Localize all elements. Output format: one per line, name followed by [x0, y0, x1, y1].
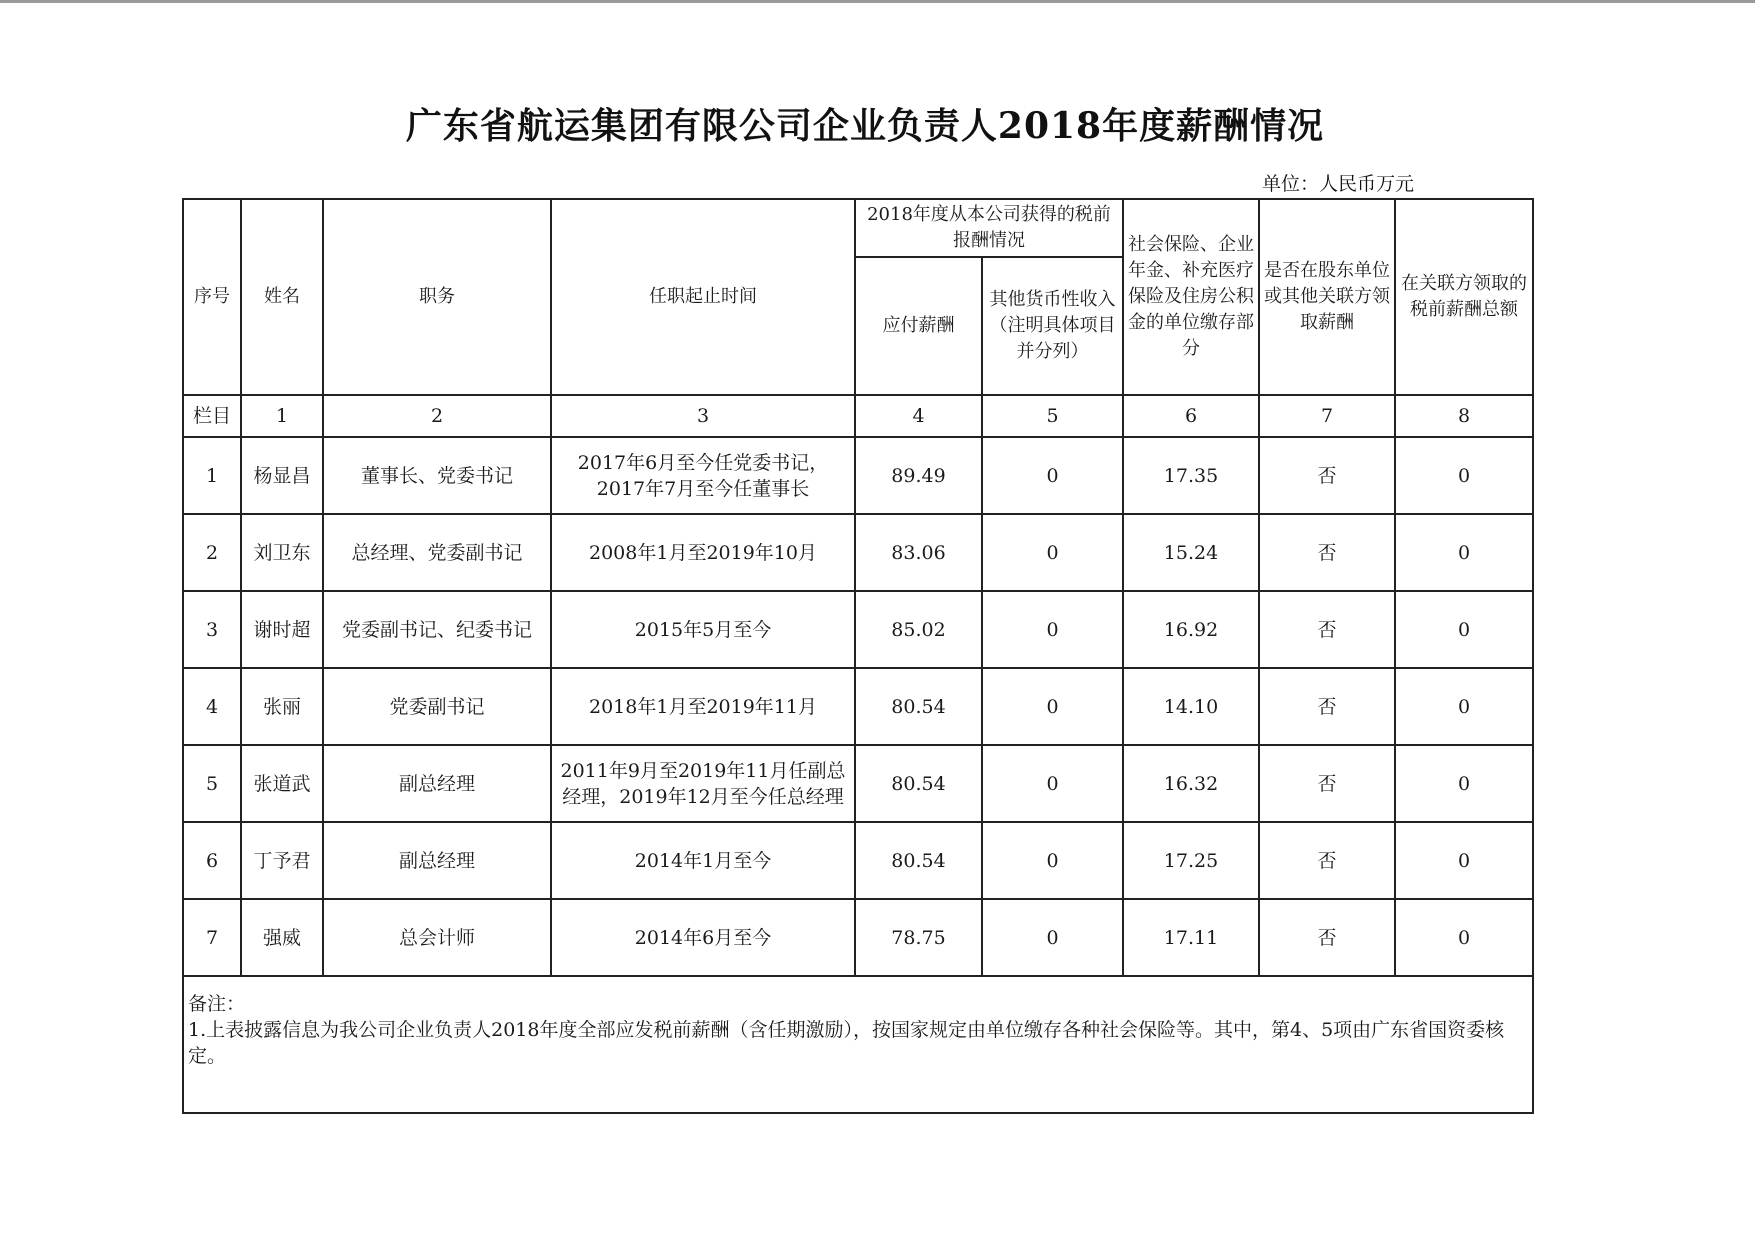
cell-other-income: 0 [982, 745, 1123, 822]
cell-position: 董事长、党委书记 [323, 437, 551, 514]
cell-salary: 85.02 [855, 591, 982, 668]
header-position: 职务 [323, 199, 551, 395]
column-number: 5 [982, 395, 1123, 437]
salary-table [182, 198, 1534, 1114]
cell-shareholder: 否 [1259, 514, 1395, 591]
cell-position: 总会计师 [323, 899, 551, 976]
cell-name: 强威 [241, 899, 323, 976]
header-related: 在关联方领取的税前薪酬总额 [1395, 199, 1533, 395]
cell-shareholder: 否 [1259, 822, 1395, 899]
header-other-income: 其他货币性收入（注明具体项目并分列） [982, 257, 1123, 395]
notes-label: 备注： [188, 993, 246, 1015]
cell-insurance: 15.24 [1123, 514, 1259, 591]
cell-insurance: 17.25 [1123, 822, 1259, 899]
cell-salary: 80.54 [855, 745, 982, 822]
cell-salary: 80.54 [855, 668, 982, 745]
cell-related: 0 [1395, 437, 1533, 514]
cell-position: 副总经理 [323, 745, 551, 822]
cell-shareholder: 否 [1259, 745, 1395, 822]
cell-salary: 89.49 [855, 437, 982, 514]
cell-seq: 2 [183, 514, 241, 591]
cell-name: 丁予君 [241, 822, 323, 899]
header-salary: 应付薪酬 [855, 257, 982, 395]
cell-term: 2018年1月至2019年11月 [551, 668, 855, 745]
cell-related: 0 [1395, 668, 1533, 745]
header-seq: 序号 [183, 199, 241, 395]
header-pretax-group: 2018年度从本公司获得的税前报酬情况 [855, 199, 1123, 257]
cell-name: 张道武 [241, 745, 323, 822]
cell-insurance: 16.92 [1123, 591, 1259, 668]
cell-insurance: 16.32 [1123, 745, 1259, 822]
cell-other-income: 0 [982, 437, 1123, 514]
cell-seq: 1 [183, 437, 241, 514]
cell-salary: 83.06 [855, 514, 982, 591]
cell-name: 谢时超 [241, 591, 323, 668]
cell-term: 2015年5月至今 [551, 591, 855, 668]
table-row [183, 745, 1533, 822]
cell-position: 总经理、党委副书记 [323, 514, 551, 591]
cell-name: 张丽 [241, 668, 323, 745]
cell-other-income: 0 [982, 514, 1123, 591]
header-term: 任职起止时间 [551, 199, 855, 395]
table-row [183, 668, 1533, 745]
cell-term: 2011年9月至2019年11月任副总经理，2019年12月至今任总经理 [551, 745, 855, 822]
notes-text: 1.上表披露信息为我公司企业负责人2018年度全部应发税前薪酬（含任期激励），按国家规定由单位缴存各种社会保险等。其中，第4、5项由广东省国资委核定。 [188, 1019, 1505, 1067]
cell-related: 0 [1395, 899, 1533, 976]
cell-related: 0 [1395, 822, 1533, 899]
table-row [183, 591, 1533, 668]
cell-other-income: 0 [982, 822, 1123, 899]
cell-term: 2008年1月至2019年10月 [551, 514, 855, 591]
cell-seq: 5 [183, 745, 241, 822]
column-number: 2 [323, 395, 551, 437]
column-number: 1 [241, 395, 323, 437]
column-number-row [183, 395, 1533, 437]
table-row [183, 437, 1533, 514]
header-name: 姓名 [241, 199, 323, 395]
cell-shareholder: 否 [1259, 668, 1395, 745]
header-shareholder: 是否在股东单位或其他关联方领取薪酬 [1259, 199, 1395, 395]
cell-seq: 7 [183, 899, 241, 976]
cell-related: 0 [1395, 514, 1533, 591]
notes-row [183, 976, 1533, 1113]
page-title: 广东省航运集团有限公司企业负责人2018年度薪酬情况 [405, 105, 1325, 147]
cell-related: 0 [1395, 591, 1533, 668]
cell-insurance: 14.10 [1123, 668, 1259, 745]
cell-shareholder: 否 [1259, 591, 1395, 668]
cell-other-income: 0 [982, 668, 1123, 745]
cell-shareholder: 否 [1259, 437, 1395, 514]
column-number: 6 [1123, 395, 1259, 437]
cell-term: 2014年1月至今 [551, 822, 855, 899]
unit-label: 单位：人民币万元 [1262, 173, 1415, 195]
column-number: 4 [855, 395, 982, 437]
column-number: 3 [551, 395, 855, 437]
cell-other-income: 0 [982, 899, 1123, 976]
cell-position: 党委副书记 [323, 668, 551, 745]
cell-insurance: 17.11 [1123, 899, 1259, 976]
cell-salary: 78.75 [855, 899, 982, 976]
column-number: 8 [1395, 395, 1533, 437]
header-row-1 [183, 199, 1533, 257]
cell-position: 党委副书记、纪委书记 [323, 591, 551, 668]
cell-seq: 6 [183, 822, 241, 899]
cell-name: 杨显昌 [241, 437, 323, 514]
cell-other-income: 0 [982, 591, 1123, 668]
cell-seq: 4 [183, 668, 241, 745]
table-row [183, 514, 1533, 591]
cell-seq: 3 [183, 591, 241, 668]
scan-top-edge [0, 0, 1755, 3]
column-number: 栏目 [183, 395, 241, 437]
cell-shareholder: 否 [1259, 899, 1395, 976]
table-row [183, 899, 1533, 976]
cell-term: 2017年6月至今任党委书记，2017年7月至今任董事长 [551, 437, 855, 514]
cell-insurance: 17.35 [1123, 437, 1259, 514]
notes-cell [183, 976, 1533, 1113]
cell-name: 刘卫东 [241, 514, 323, 591]
cell-related: 0 [1395, 745, 1533, 822]
table-row [183, 822, 1533, 899]
header-insurance: 社会保险、企业年金、补充医疗保险及住房公积金的单位缴存部分 [1123, 199, 1259, 395]
cell-position: 副总经理 [323, 822, 551, 899]
cell-salary: 80.54 [855, 822, 982, 899]
column-number: 7 [1259, 395, 1395, 437]
cell-term: 2014年6月至今 [551, 899, 855, 976]
